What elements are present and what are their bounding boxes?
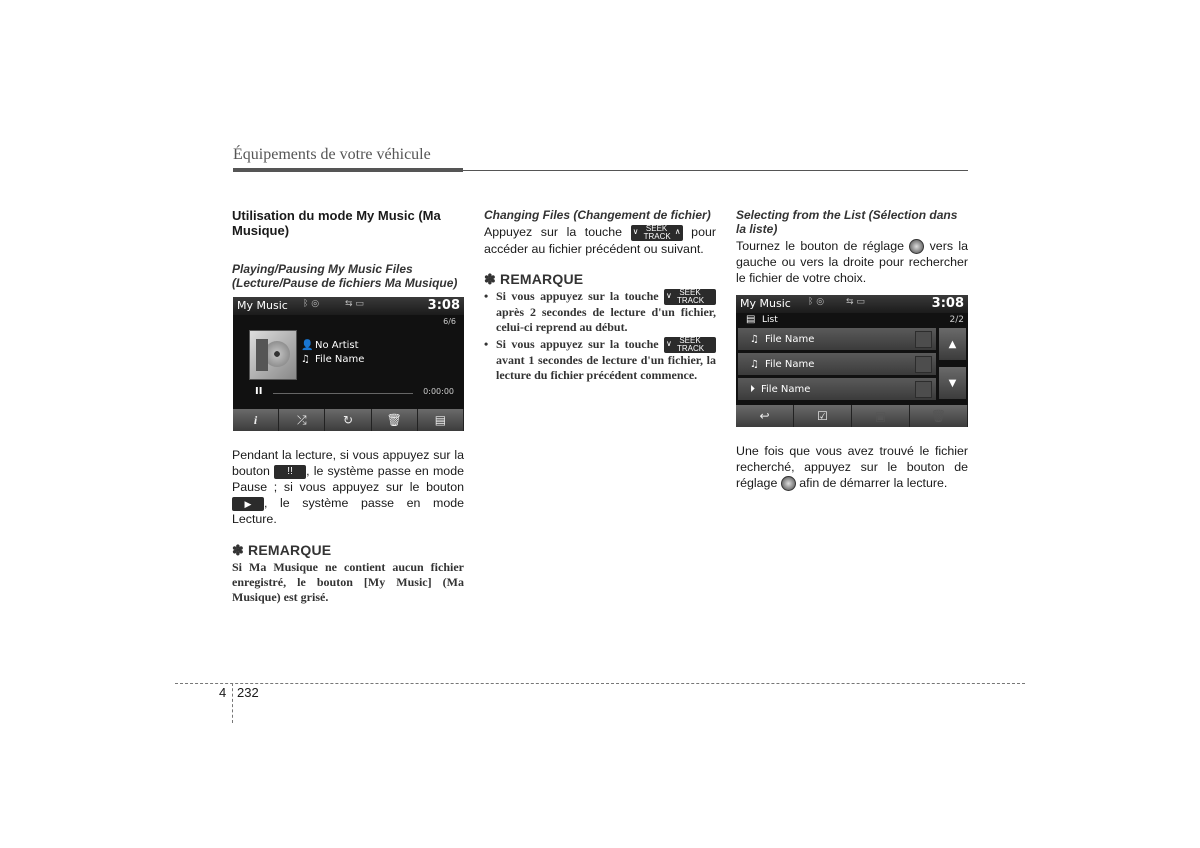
- checkbox[interactable]: [915, 331, 932, 348]
- column-3: [736, 208, 968, 286]
- check-icon[interactable]: ☑: [794, 405, 852, 427]
- clock: 3:08: [931, 296, 964, 311]
- note-heading: ✽ REMARQUE: [232, 542, 332, 558]
- para-text: Tournez le bouton de réglage: [736, 239, 904, 253]
- progress-bar[interactable]: [273, 393, 413, 394]
- seek-track-button-icon: ∨ SEEK TRACK: [664, 289, 716, 305]
- clock: 3:08: [427, 298, 460, 313]
- play-icon: ⏵: [750, 383, 755, 395]
- list-item-selected[interactable]: [738, 378, 936, 400]
- repeat-icon[interactable]: ↻: [325, 409, 371, 431]
- usb-icon: ⇆ ▭: [846, 297, 865, 307]
- bullet-text: Si vous appuyez sur la touche: [496, 336, 659, 351]
- usb-icon: ⇆ ▭: [345, 299, 364, 309]
- play-selected-paragraph: [736, 443, 968, 491]
- para-text: vers la gauche ou vers la droite pour rechercher le fichier de votre choix.: [736, 239, 968, 286]
- checkbox[interactable]: [915, 381, 932, 398]
- changing-files-paragraph: [484, 224, 716, 257]
- save-icon[interactable]: ▣: [852, 405, 910, 427]
- column-1: [232, 208, 464, 290]
- info-icon[interactable]: i: [233, 409, 279, 431]
- para-text: afin de démarrer la lecture.: [799, 476, 948, 490]
- music-note-icon: ♫: [750, 333, 759, 345]
- para-text-3: , le système passe en mode Lecture.: [232, 496, 464, 526]
- subsection-heading: Changing Files (Changement de fichier): [484, 208, 711, 222]
- note-block-1: [232, 542, 464, 605]
- column-2: [484, 208, 716, 383]
- list-icon[interactable]: ▤: [418, 409, 464, 431]
- back-icon[interactable]: ↩: [736, 405, 794, 427]
- section-heading: Utilisation du mode My Music (Ma Musique): [232, 208, 441, 238]
- trash-icon[interactable]: 🗑: [910, 405, 968, 427]
- para-text: pour accéder au fichier précédent ou suivant.: [484, 225, 716, 256]
- list-item[interactable]: [738, 353, 936, 375]
- track-counter: 6/6: [443, 317, 456, 326]
- tune-knob-icon: [781, 476, 796, 491]
- music-note-icon: ♫: [750, 358, 759, 370]
- bullet-text: avant 1 secondes de lecture d'un fichier, la lecture du fichier précédent commence.: [496, 353, 716, 383]
- bullet-text: Si vous appuyez sur la touche: [496, 288, 659, 303]
- pause-icon[interactable]: II: [255, 386, 263, 397]
- trash-icon[interactable]: 🗑: [372, 409, 418, 431]
- para-text: Une fois que vous avez trouvé le fichier recherché, appuyez sur le bouton de réglage: [736, 444, 968, 490]
- note-bullet-1: • Si vous appuyez sur la touche ∨ SEEK TRACK après 2 secondes de lecture d'un fichier, celui-ci reprend au début.: [484, 287, 716, 334]
- selecting-paragraph: [736, 238, 968, 286]
- subsection-heading: Playing/Pausing My Music Files (Lecture/Pause de fichiers Ma Musique): [232, 262, 458, 290]
- pause-button-icon: !!: [274, 465, 306, 479]
- list-item-label: File Name: [764, 333, 815, 345]
- scroll-down-button[interactable]: ▼: [939, 367, 966, 399]
- tune-knob-icon: [909, 239, 924, 254]
- artist-name: No Artist: [315, 340, 359, 351]
- seek-track-button-icon: ∨ SEEK TRACK ∧: [632, 223, 681, 241]
- note-body: Si Ma Musique ne contient aucun fichier enregistré, le bouton [My Music] (Ma Musique) est grisé.: [232, 560, 464, 604]
- screen-button-bar: [736, 405, 968, 427]
- bluetooth-icon: ᛒ ◎: [303, 299, 320, 309]
- note-heading: ✽ REMARQUE: [484, 270, 584, 287]
- screen-button-bar: [233, 409, 464, 431]
- para-text-1: Pendant la lecture, si vous appuyez sur la bouton: [232, 448, 464, 478]
- header-rule: [233, 170, 968, 171]
- note-bullet-2: • Si vous appuyez sur la touche ∨ SEEK TRACK avant 1 secondes de lecture d'un fichier, la lecture du fichier précédent commence.: [484, 336, 716, 383]
- my-music-list-screen: [736, 295, 968, 427]
- para-text: Appuyez sur la touche: [484, 225, 623, 239]
- my-music-player-screen: [233, 297, 464, 431]
- bullet-text: après 2 secondes de lecture d'un fichier, celui-ci reprend au début.: [496, 304, 716, 334]
- play-button-icon: ▶: [232, 497, 264, 511]
- subsection-heading: Selecting from the List (Sélection dans la liste): [736, 208, 958, 236]
- playback-paragraph: [232, 447, 464, 527]
- list-item-label: File Name: [764, 358, 815, 370]
- bluetooth-icon: ᛒ ◎: [808, 297, 825, 307]
- screen-status-bar: [233, 297, 464, 315]
- screen-title: My Music: [237, 299, 288, 312]
- para-text-2: , le système passe en mode Pause ; si vous appuyez sur le bouton: [232, 464, 464, 494]
- file-name: File Name: [315, 354, 365, 365]
- list-label: List: [762, 315, 778, 325]
- screen-status-bar: [736, 295, 968, 313]
- running-header: Équipements de votre véhicule: [233, 146, 431, 163]
- list-item-label: File Name: [761, 383, 811, 395]
- album-art-icon: [249, 330, 297, 380]
- artist-icon: 👤: [301, 340, 314, 351]
- footer-divider: [232, 683, 233, 723]
- elapsed-time: 0:00:00: [423, 387, 454, 396]
- music-note-icon: ♫: [301, 354, 310, 365]
- seek-track-button-icon: ∨ SEEK TRACK: [664, 337, 716, 353]
- list-icon: ▤: [746, 314, 756, 325]
- chapter-number: 4: [219, 685, 227, 700]
- shuffle-icon[interactable]: ⤮: [279, 409, 325, 431]
- page-indicator: 2/2: [949, 315, 964, 325]
- scroll-up-button[interactable]: ▲: [939, 328, 966, 360]
- page-number: 232: [237, 685, 259, 700]
- list-item[interactable]: [738, 328, 936, 350]
- checkbox[interactable]: [915, 356, 932, 373]
- footer-rule: [175, 683, 1025, 684]
- screen-title: My Music: [740, 297, 791, 310]
